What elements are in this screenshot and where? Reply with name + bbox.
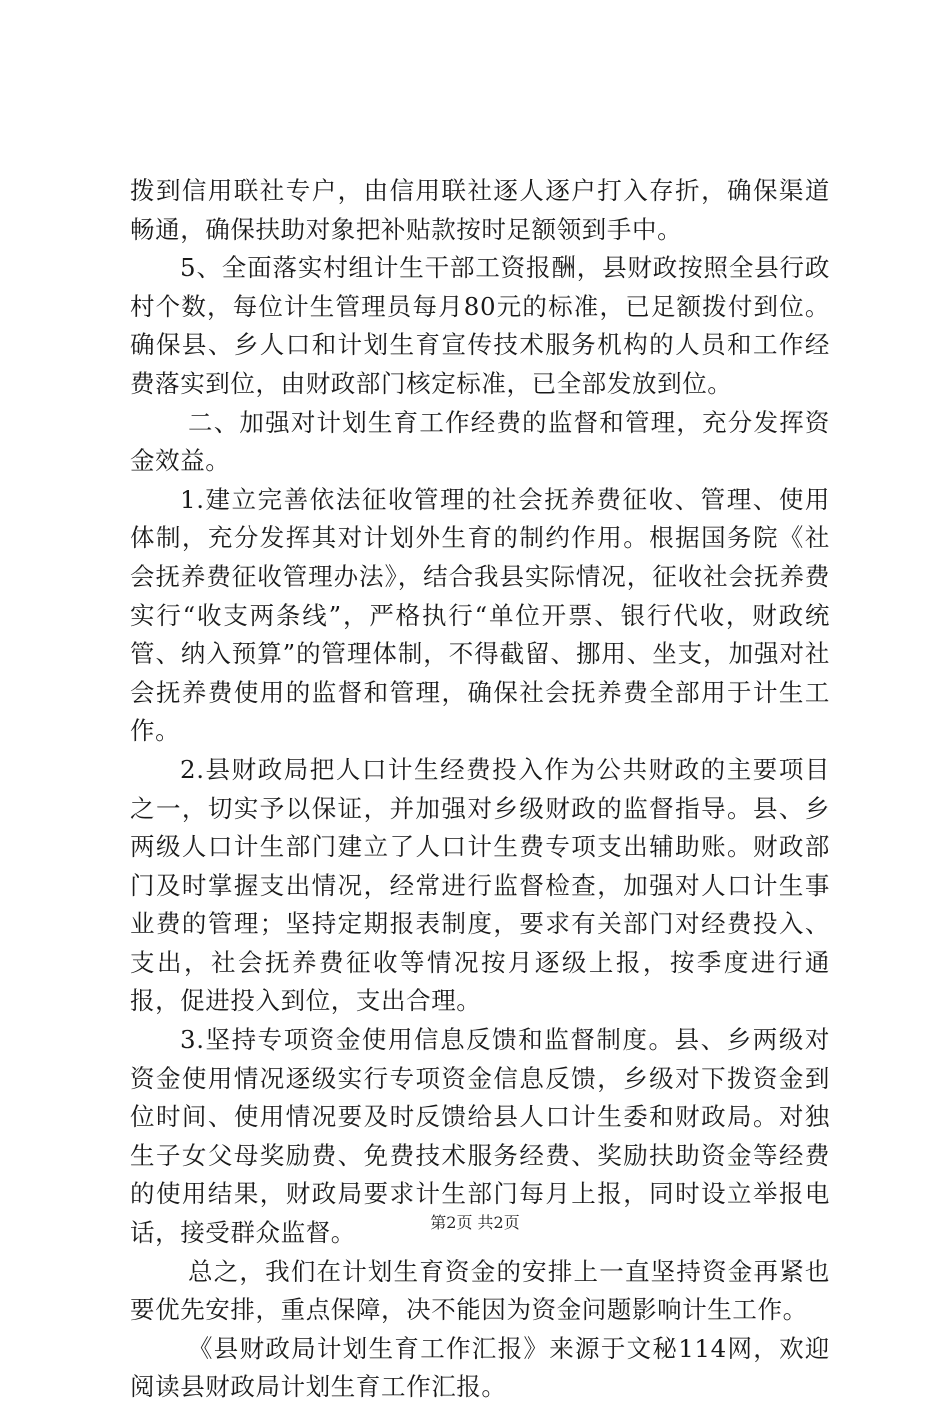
- paragraph-source-note: 《县财政局计划生育工作汇报》来源于文秘114网，欢迎阅读县财政局计划生育工作汇报。: [130, 1333, 830, 1402]
- page-number: 第2页 共2页: [430, 1213, 520, 1232]
- paragraph-item-5: 5、全面落实村组计生干部工资报酬，县财政按照全县行政村个数，每位计生管理员每月80元的标准，已足额拨付到位。确保县、乡人口和计划生育宣传技术服务机构的人员和工作经费落实到位，由财政部门核定标准，已全部发放到位。: [130, 253, 830, 398]
- paragraph-summary: 总之，我们在计划生育资金的安排上一直坚持资金再紧也要优先安排，重点保障，决不能因为资金问题影响计生工作。: [130, 1256, 830, 1325]
- paragraph-item-3: 3.坚持专项资金使用信息反馈和监督制度。县、乡两级对资金使用情况逐级实行专项资金信息反馈，乡级对下拨资金到位时间、使用情况要及时反馈给县人口计生委和财政局。对独生子女父母奖励费、免费技术服务经费、奖励扶助资金等经费的使用结果，财政局要求计生部门每月上报，同时设立举报电话，接受群众监督。: [130, 1025, 830, 1248]
- section-heading-2: 二、加强对计划生育工作经费的监督和管理，充分发挥资金效益。: [130, 407, 830, 476]
- paragraph-item-1: 1.建立完善依法征收管理的社会抚养费征收、管理、使用体制，充分发挥其对计划外生育的制约作用。根据国务院《社会抚养费征收管理办法》，结合我县实际情况，征收社会抚养费实行“收支两条线”，严格执行“单位开票、银行代收，财政统管、纳入预算”的管理体制，不得截留、挪用、坐支，加强对社会抚养费使用的监督和管理，确保社会抚养费全部用于计生工作。: [130, 484, 830, 746]
- paragraph-continuation: 拨到信用联社专户，由信用联社逐人逐户打入存折，确保渠道畅通，确保扶助对象把补贴款按时足额领到手中。: [130, 176, 830, 244]
- paragraph-item-2: 2.县财政局把人口计生经费投入作为公共财政的主要项目之一，切实予以保证，并加强对乡级财政的监督指导。县、乡两级人口计生部门建立了人口计生费专项支出辅助账。财政部门及时掌握支出情况，经常进行监督检查，加强对人口计生事业费的管理；坚持定期报表制度，要求有关部门对经费投入、支出，社会抚养费征收等情况按月逐级上报，按季度进行通报，促进投入到位，支出合理。: [130, 754, 830, 1016]
